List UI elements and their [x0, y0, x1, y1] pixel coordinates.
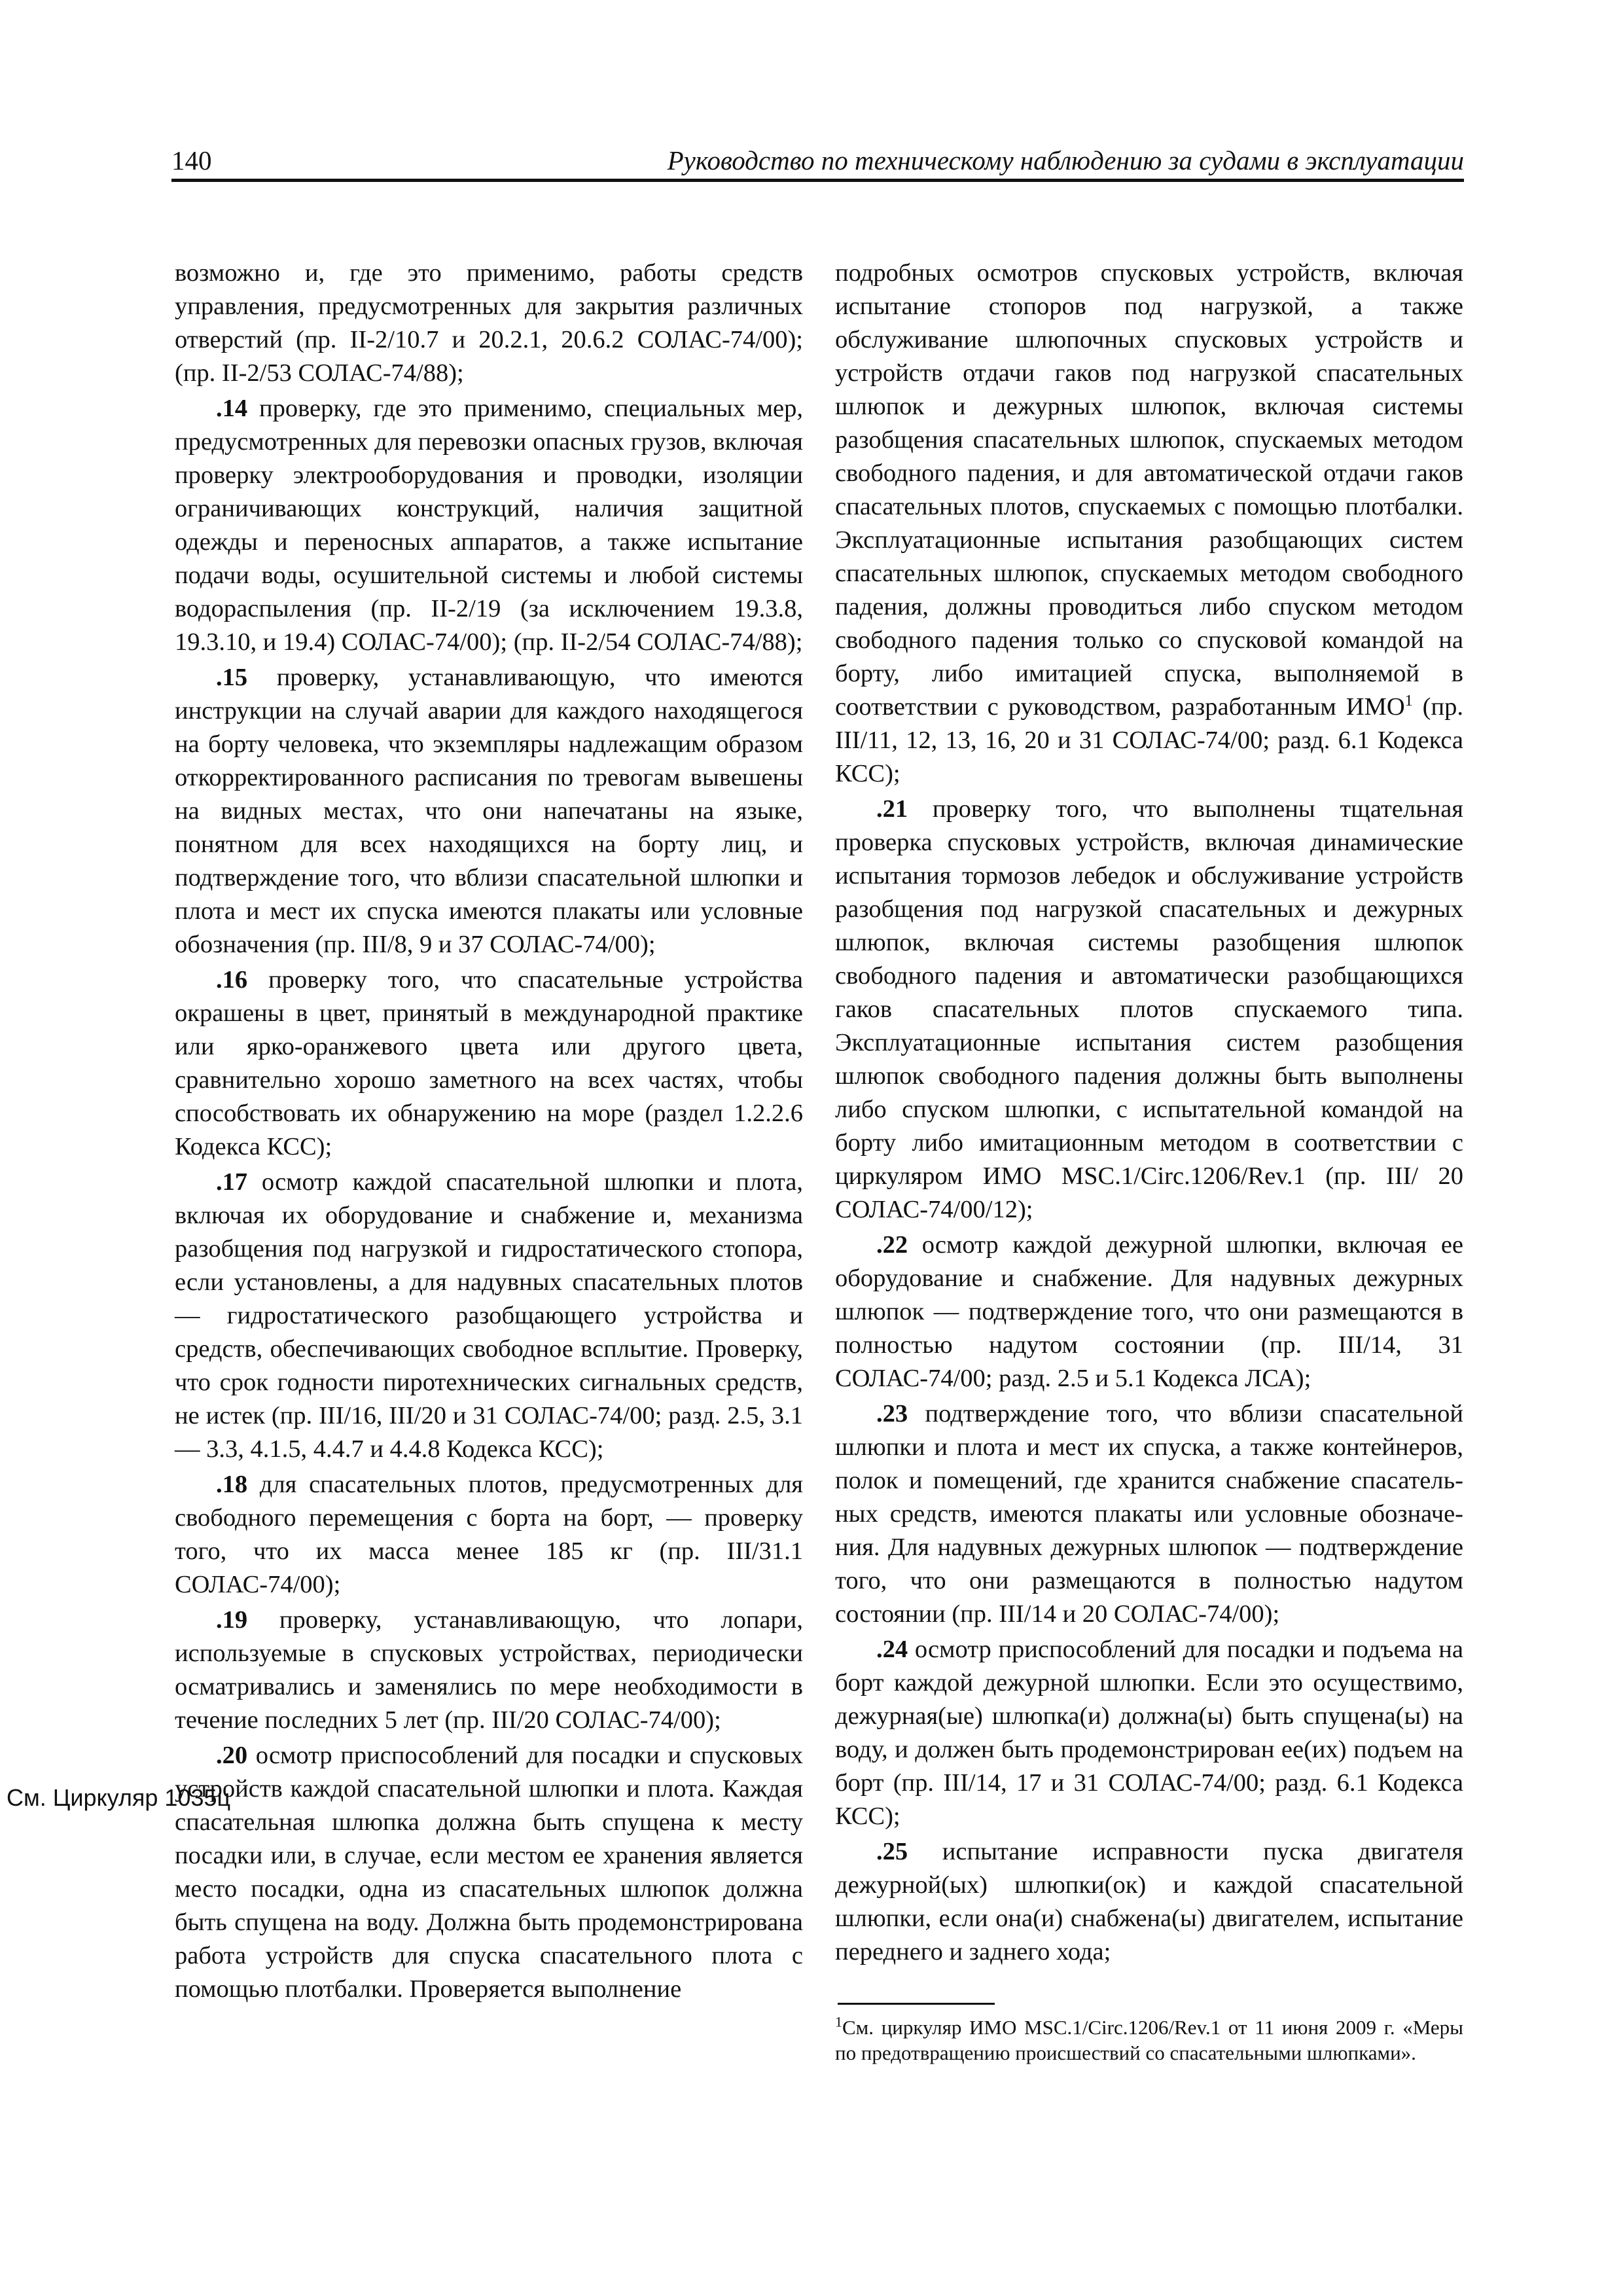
item-number: .16	[216, 966, 248, 994]
paragraph-item-16: .16 проверку того, что спасательные устройства окрашены в цвет, принятый в международной практике или ярко-оранжевого цвета или другого цвета, сравнительно хорошо заметного на всех частях, чтобы способствовать их обнаружению на море (раздел 1.2.2.6 Кодекса КСС);	[175, 966, 803, 1160]
footnote-divider	[838, 2003, 995, 2005]
item-number: .17	[216, 1168, 248, 1196]
item-number: .21	[876, 795, 908, 823]
paragraph-item-24: .24 осмотр приспособлений для посадки и подъема на борт каждой дежурной шлюпки. Если это осуществимо, дежурная(ые) шлюпка(и) должна(ы) быть спущена(ы) на воду, и должен быть продемонстрирован ее(их) подъем на борт (пр. III/14, 17 и 31 СОЛАС-74/00; разд. 6.1 Кодекса КСС);	[835, 1636, 1463, 1830]
paragraph-item-17: .17 осмотр каждой спасательной шлюпки и плота, включая их оборудование и снабжение и, механизма разобщения под нагрузкой и гидростатического стопора, если установлены, а для надувных спасательных плотов — гидростатического разобщающего устройства и средств, обеспечивающих свободное всплытие. Проверку, что срок годности пиротехнических сигнальных средств, не истек (пр. III/16, III/20 и 31 СОЛАС-74/00; разд. 2.5, 3.1 — 3.3, 4.1.5, 4.4.7 и 4.4.8 Кодекса КСС);	[175, 1168, 803, 1463]
margin-note[interactable]: См. Циркуляр 1035ц	[7, 1784, 231, 1811]
paragraph-item-23: .23 подтверждение того, что вблизи спасательной шлюпки и плота и мест их спуска, а также контейнеров, полок и помещений, где хранится снабжение спасатель-ных средств, имеются плакаты или условные обозначе-ния. Для надувных дежурных шлюпок — подтверждение того, что они размещаются в полностью надутом состоянии (пр. III/14 и 20 СОЛАС-74/00);	[835, 1400, 1463, 1628]
item-number: .18	[216, 1471, 248, 1498]
footnote-mark: 1	[835, 2013, 842, 2030]
right-column	[835, 257, 1463, 1969]
paragraph-item-14: .14 проверку, где это применимо, специальных мер, предусмотренных для перевозки опасных грузов, включая проверку электрооборудования и проводки, изоляции ограничивающих конструкций, наличия защитной одежды и переносных аппаратов, а также испытание подачи воды, осушительной системы и любой системы водораспыления (пр. II-2/19 (за исключением 19.3.8, 19.3.10, и 19.4) СОЛАС-74/00); (пр. II-2/54 СОЛАС-74/88);	[175, 395, 803, 656]
running-title: Руководство по техническому наблюдению за судами в эксплуатации	[667, 145, 1464, 175]
item-number: .23	[876, 1400, 908, 1427]
item-number: .19	[216, 1606, 248, 1634]
page-number: 140	[171, 145, 212, 175]
paragraph-item-22: .22 осмотр каждой дежурной шлюпки, включая ее оборудование и снабжение. Для надувных дежурных шлюпок — подтверждение того, что они размещаются в полностью надутом состоянии (пр. III/14, 31 СОЛАС-74/00; разд. 2.5 и 5.1 Кодекса ЛСА);	[835, 1231, 1463, 1392]
footnote-text: См. циркуляр ИМО MSC.1/Circ.1206/Rev.1 от 11 июня 2009 г. «Меры по предотвращению происшествий со спасательными шлюпками».	[835, 2016, 1463, 2064]
item-number: .20	[216, 1742, 248, 1769]
item-number: .25	[876, 1838, 908, 1865]
paragraph-continued: подробных осмотров спусковых устройств, включая испытание стопоров под нагрузкой, а также обслуживание шлюпочных спусковых устройств и устройств отдачи гаков под нагрузкой спасательных шлюпок и дежурных шлюпок, включая системы разобщения спасательных шлюпок, спускаемых методом свободного падения, и для автоматической отдачи гаков спасательных плотов, спускаемых с помощью плотбалки. Эксплуатационные испытания разобщающих систем спасательных шлюпок, спускаемых методом свободного падения, должны проводиться либо спуском методом свободного падения только со спусковой командой на борту, либо имитацией спуска, выполняемой в соответствии с руководством, разработанным ИМО$^1$ (пр. III/11, 12, 13, 16, 20 и 31 СОЛАС-74/00; разд. 6.1 Кодекса КСС);	[835, 259, 1463, 787]
footnote	[835, 2015, 1463, 2066]
paragraph-item-15: .15 проверку, устанавливающую, что имеются инструкции на случай аварии для каждого находящегося на борту человека, что экземпляры надлежащим образом откорректированного расписания по тревогам вывешены на видных местах, что они напечатаны на языке, понятном для всех находящихся на борту лиц, и подтверждение того, что вблизи спасательной шлюпки и плота и мест их спуска имеются плакаты или условные обозначения (пр. III/8, 9 и 37 СОЛАС-74/00);	[175, 664, 803, 958]
item-number: .22	[876, 1231, 908, 1259]
item-number: .14	[216, 395, 248, 422]
item-number: .24	[876, 1636, 908, 1663]
paragraph-continued: возможно и, где это применимо, работы средств управления, предусмотренных для закрытия различных отверстий (пр. II-2/10.7 и 20.2.1, 20.6.2 СОЛАС-74/00); (пр. II-2/53 СОЛАС-74/88);	[175, 259, 803, 387]
paragraph-item-20: .20 осмотр приспособлений для посадки и спусковых устройств каждой спасательной шлюпки и плота. Каждая спасательная шлюпка должна быть спущена к месту посадки или, в случае, если местом ее хранения является место посадки, одна из спасательных шлюпок должна быть спущена на воду. Должна быть продемонстрирована работа устройств для спуска спасательного плота с помощью плотбалки. Проверяется выполнение	[175, 1742, 803, 2003]
paragraph-item-18: .18 для спасательных плотов, предусмотренных для свободного перемещения с борта на борт, — проверку того, что их масса менее 185 кг (пр. III/31.1 СОЛАС-74/00);	[175, 1471, 803, 1598]
footnote-reference[interactable]: 1	[1404, 692, 1413, 710]
paragraph-item-21: .21 проверку того, что выполнены тщательная проверка спусковых устройств, включая динамические испытания тормозов лебедок и обслуживание устройств разобщения под нагрузкой спасательных и дежурных шлюпок, включая системы разобщения шлюпок свободного падения и автоматически разобщающихся гаков спасательных плотов спускаемого типа. Эксплуатационные испытания систем разобщения шлюпок свободного падения должны быть выполнены либо спуском шлюпки, с испытательной командой на борту либо имитационным методом в соответствии с циркуляром ИМО MSC.1/Circ.1206/Rev.1 (пр. III/ 20 СОЛАС-74/00/12);	[835, 795, 1463, 1223]
paragraph-item-25: .25 испытание исправности пуска двигателя дежурной(ых) шлюпки(ок) и каждой спасательной шлюпки, если она(и) снабжена(ы) двигателем, испытание переднего и заднего хода;	[835, 1838, 1463, 1965]
running-header	[171, 139, 1464, 182]
left-column	[175, 257, 803, 2006]
paragraph-item-19: .19 проверку, устанавливающую, что лопари, используемые в спусковых устройствах, периодически осматривались и заменялись по мере необходимости в течение последних 5 лет (пр. III/20 СОЛАС-74/00);	[175, 1606, 803, 1734]
item-number: .15	[216, 664, 248, 691]
